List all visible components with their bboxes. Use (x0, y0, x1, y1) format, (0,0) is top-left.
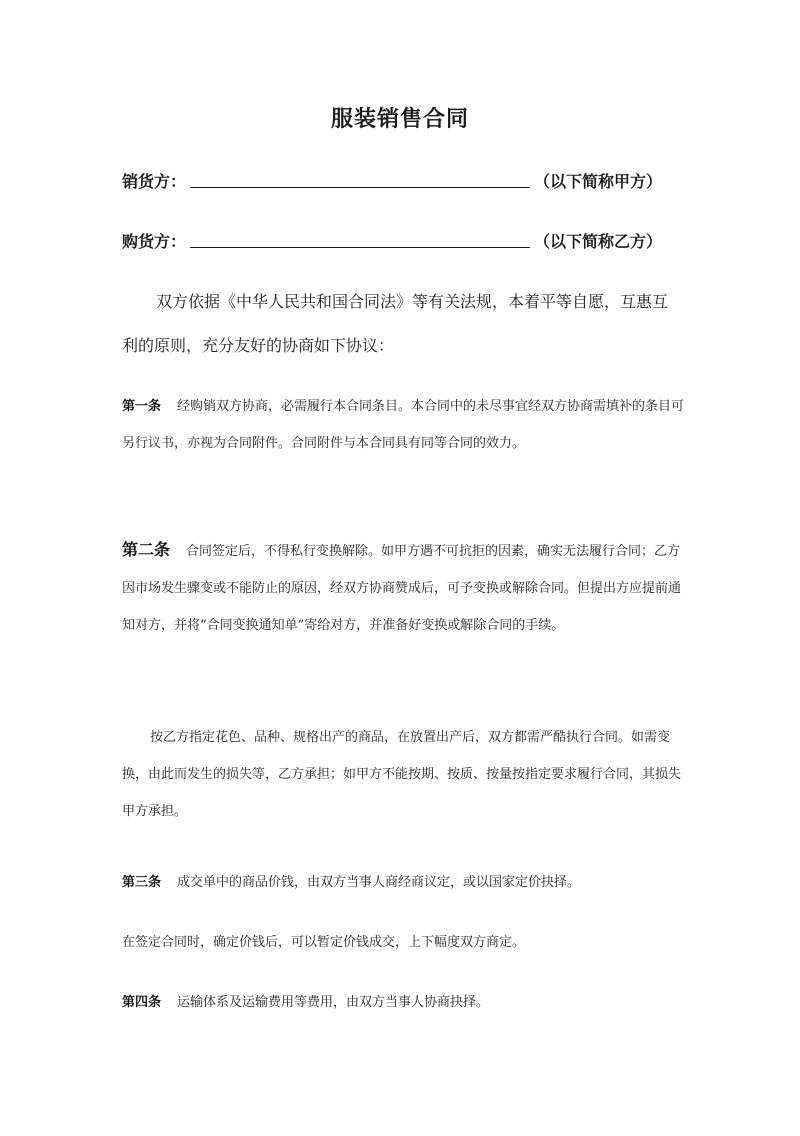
seller-blank (190, 169, 530, 188)
buyer-line (122, 228, 702, 252)
article-2 (122, 531, 688, 644)
article-1-heading: 第一条 (122, 399, 162, 414)
article-3-extra: 在签定合同时，确定价钱后，可以暂定价钱成交，上下幅度双方商定。 (122, 935, 526, 950)
article-2-heading: 第二条 (122, 540, 171, 559)
article-4-text: 运输体系及运输费用等费用，由双方当事人协商抉择。 (177, 995, 490, 1010)
article-4 (122, 984, 688, 1021)
article-3 (122, 864, 688, 901)
buyer-label: 购货方： (122, 232, 187, 251)
seller-label: 销货方： (122, 172, 187, 191)
article-1 (122, 388, 688, 462)
article-1-text: 经购销双方协商，必需履行本合同条目。本合同中的未尽事宜经双方协商需填补的条目可另行议书，亦视为合同附件。合同附件与本合同具有同等合同的效力。 (122, 399, 685, 451)
article-4-heading: 第四条 (122, 995, 162, 1010)
seller-line (122, 168, 702, 192)
buyer-suffix: （以下简称乙方） (534, 232, 663, 251)
buyer-blank (190, 229, 530, 248)
preamble-paragraph: 双方依据《中华人民共和国合同法》等有关法规，本着平等自愿，互惠互利的原则，充分友好的协商如下协议： (122, 292, 669, 355)
article-2-extra: 按乙方指定花色、品种、规格出产的商品，在放置出产后，双方都需严酷执行合同。如需变换，由此而发生的损失等，乙方承担；如甲方不能按期、按质、按量按指定要求履行合同，其损失甲方承担。 (122, 730, 682, 819)
article-2-text: 合同签定后，不得私行变换解除。如甲方遇不可抗拒的因素，确实无法履行合同；乙方因市场发生骤变或不能防止的原因，经双方协商赞成后，可予变换或解除合同。但提出方应提前通知对方，并将“合同变换通知单”寄给对方，并准备好变换或解除合同的手续。 (122, 544, 682, 633)
document-title: 服装销售合同 (330, 107, 469, 132)
seller-suffix: （以下简称甲方） (534, 172, 663, 191)
article-3-heading: 第三条 (122, 875, 162, 890)
article-3-text: 成交单中的商品价钱，由双方当事人商经商议定，或以国家定价抉择。 (177, 875, 581, 890)
